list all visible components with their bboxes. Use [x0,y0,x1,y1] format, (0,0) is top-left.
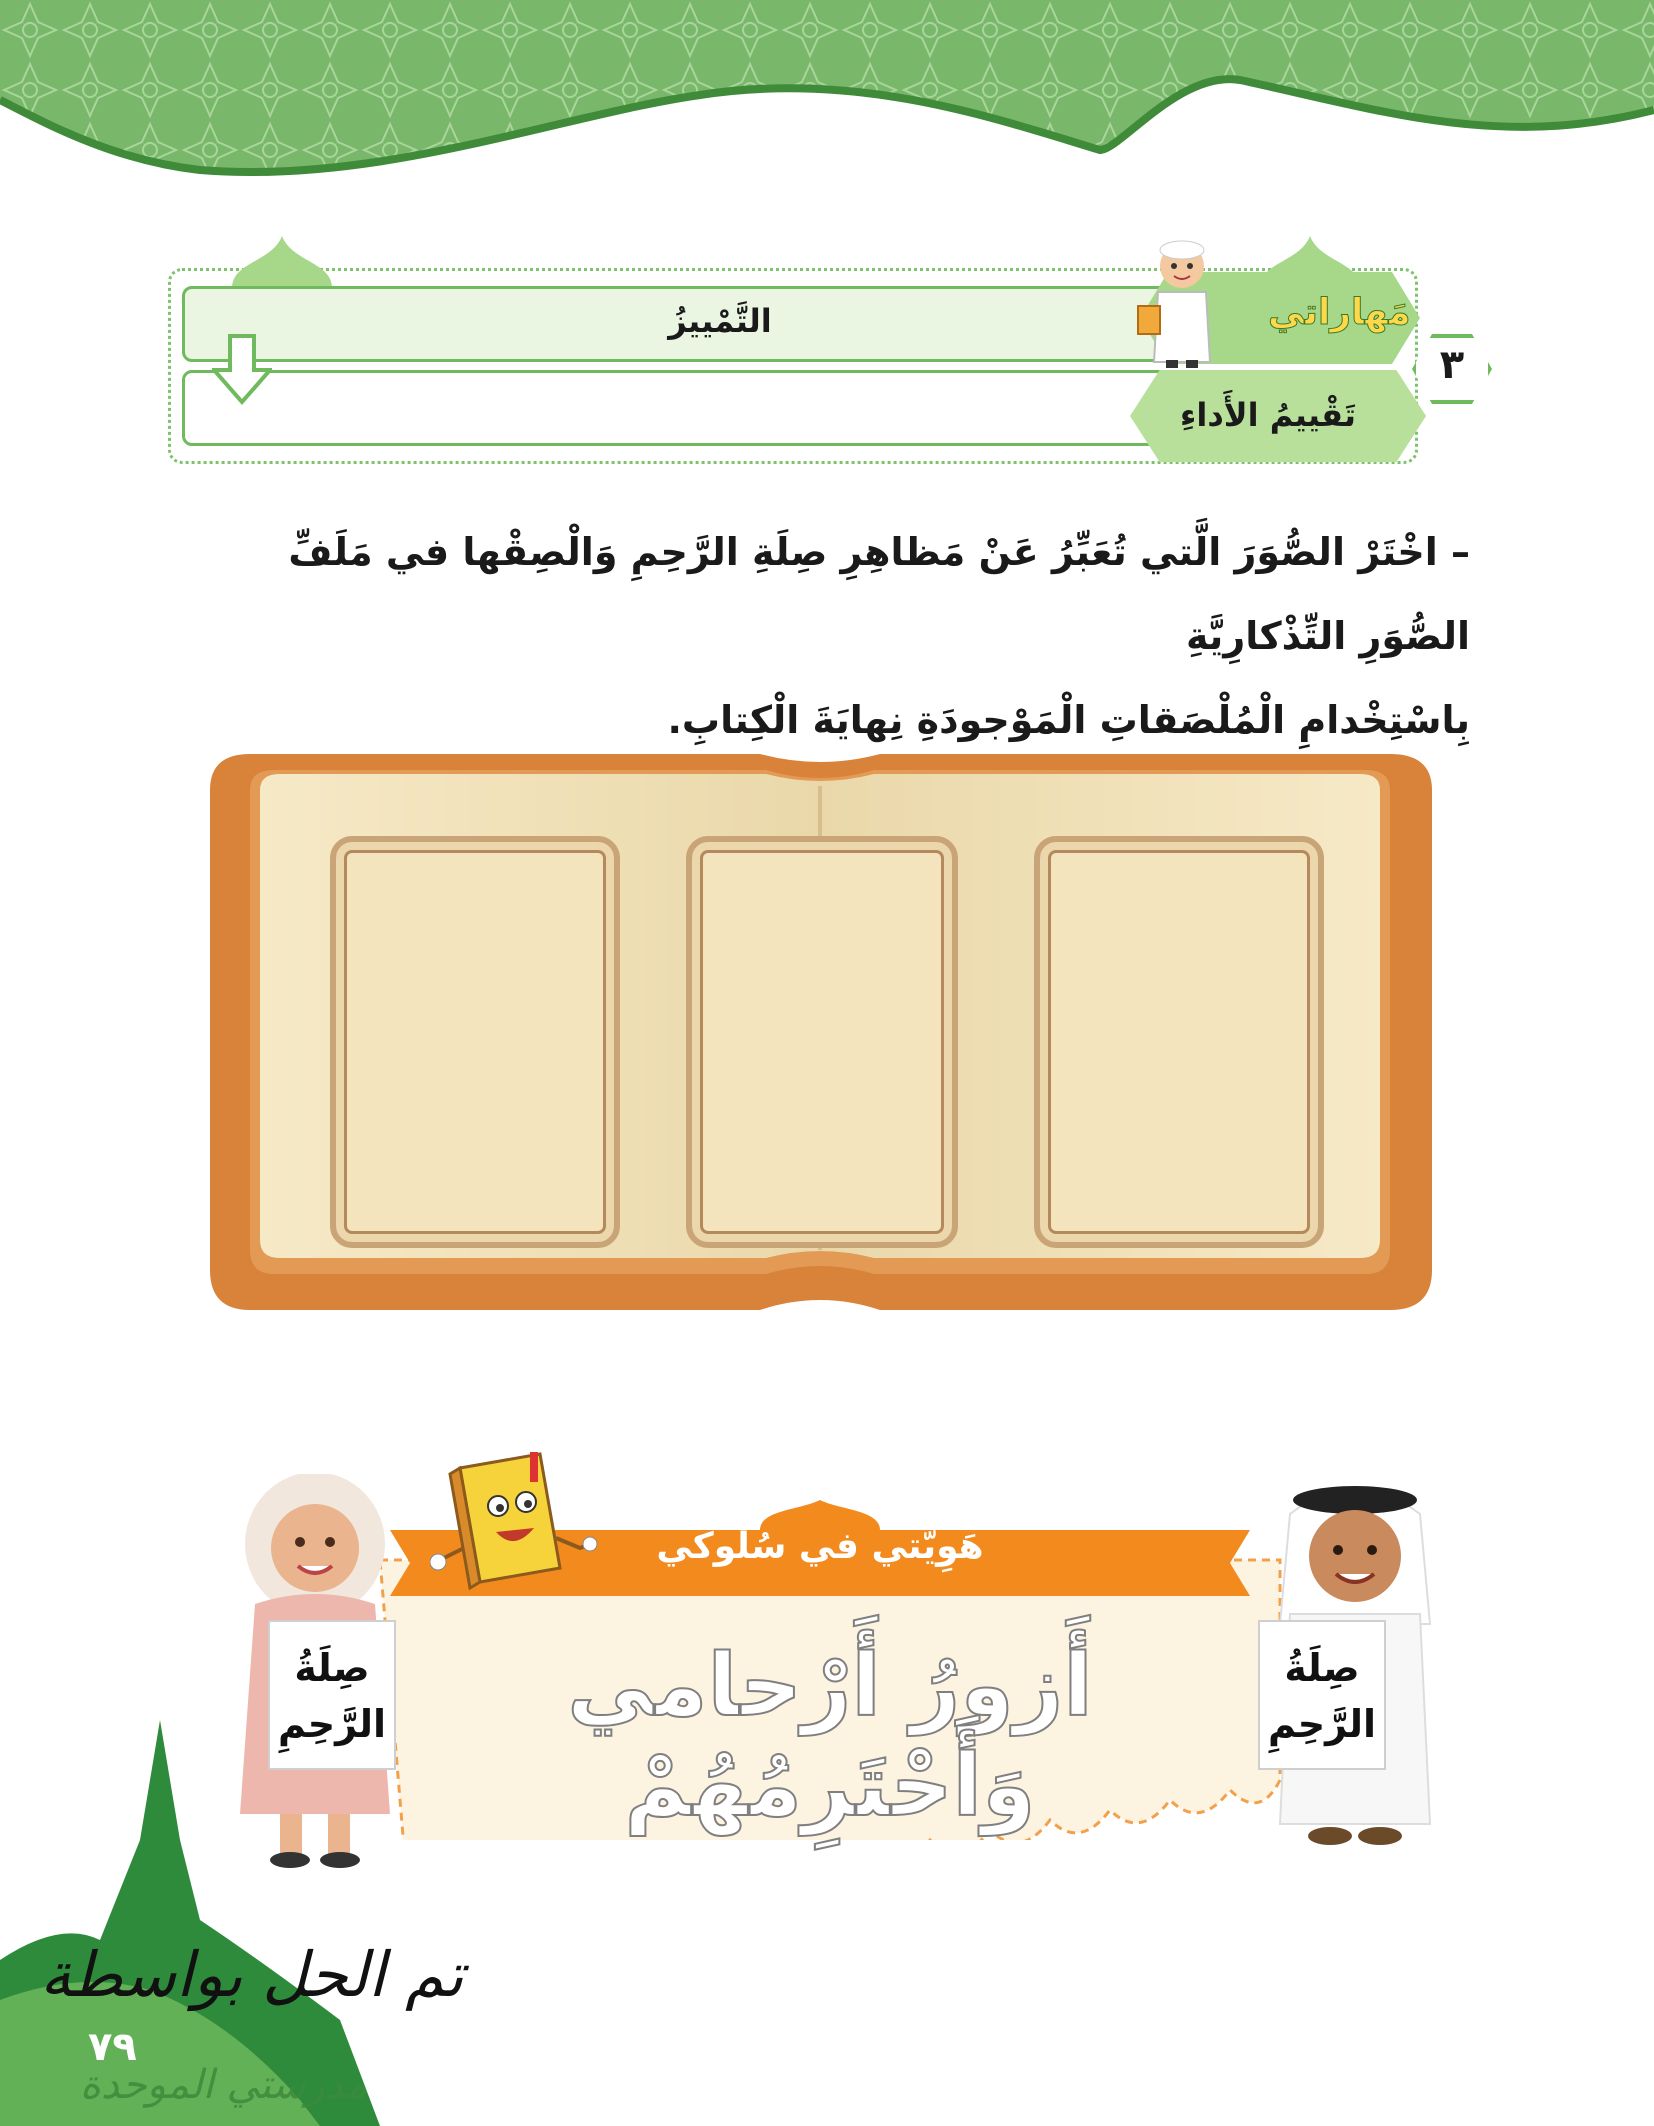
dome-ornament [222,232,342,288]
assessment-label: تَقْييمُ الأَداءِ [1180,396,1356,434]
instruction-line-1: – اخْتَرْ الصُّوَرَ الَّتي تُعَبِّرُ عَنْ مَظاهِرِ صِلَةِ الرَّحِمِ وَالْصِقْها في مَلَفِّ الصُّوَرِ التِّذْكارِيَّةِ [288,530,1470,658]
boy-mascot-icon [1130,236,1234,370]
photo-slot[interactable] [686,836,958,1248]
book-mascot-icon [430,1448,600,1598]
arrow-down-icon [212,334,272,406]
identity-title: هَوِيَّتي في سُلوكي [656,1526,984,1567]
instruction-line-2: بِاسْتِخْدامِ الْمُلْصَقاتِ الْمَوْجودَةِ نِهايَةَ الْكِتابِ. [667,698,1470,742]
page-number: ٧٩ [88,2024,137,2070]
boy-sign: صِلَةُ الرَّحِمِ [1258,1620,1386,1770]
excellence-title: التَّمْييزُ [668,302,772,340]
solved-by-signature: تم الحل بواسطة [40,1938,464,2011]
girl-sign: صِلَةُ الرَّحِمِ [268,1620,396,1770]
school-name: مدرستي الموحدة [80,2062,368,2108]
trace-phrase: أَزورُ أَرْحامي وَأَحْتَرِمُهُمْ [567,1636,1093,1836]
photo-slot[interactable] [330,836,620,1248]
instruction-text [200,510,1470,762]
photo-slot[interactable] [1034,836,1324,1248]
skill-number: ٣ [1439,342,1465,388]
top-pattern-banner [0,0,1654,190]
skills-label: مَهاراتي [1268,292,1411,333]
